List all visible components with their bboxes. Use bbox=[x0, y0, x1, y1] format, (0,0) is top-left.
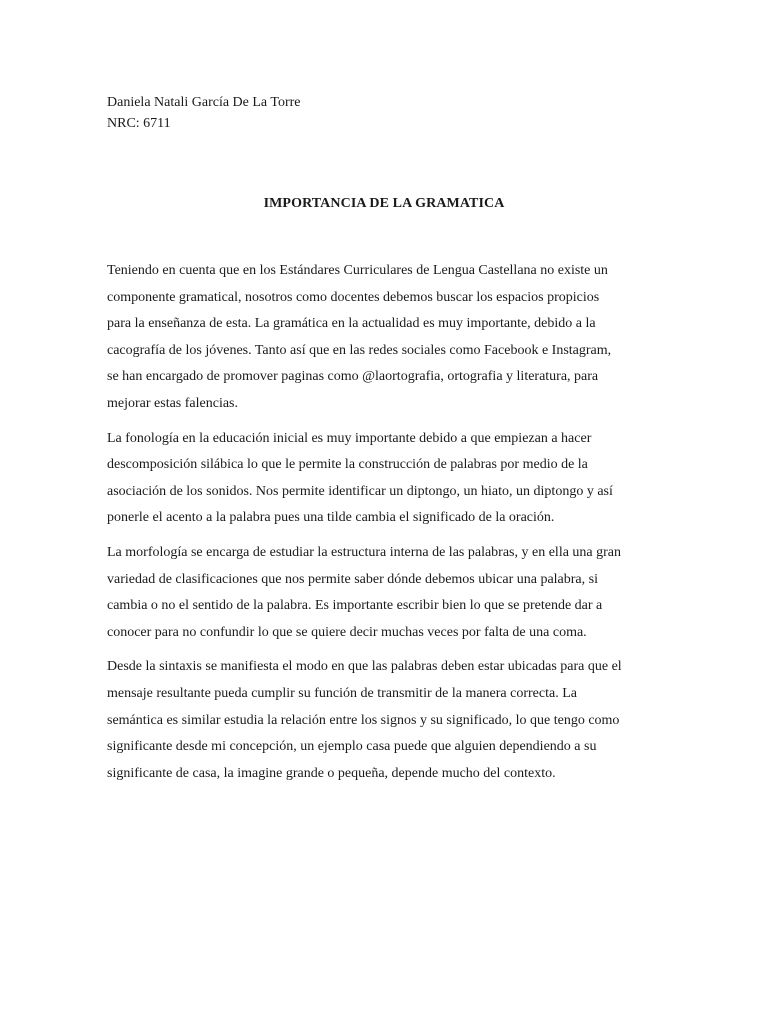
paragraph-line: asociación de los sonidos. Nos permite identificar un diptongo, un hiato, un diptongo y así bbox=[107, 483, 613, 499]
paragraph bbox=[107, 426, 667, 532]
paragraph-line: componente gramatical, nosotros como docentes debemos buscar los espacios propicios bbox=[107, 289, 600, 305]
paragraph-line: cambia o no el sentido de la palabra. Es importante escribir bien lo que se pretende dar a bbox=[107, 598, 603, 614]
paragraph-line: mensaje resultante pueda cumplir su función de transmitir de la manera correcta. La bbox=[107, 685, 577, 701]
paragraph-line: La morfología se encarga de estudiar la estructura interna de las palabras, y en ella una gran bbox=[107, 544, 622, 560]
paragraph-line: conocer para no confundir lo que se quiere decir muchas veces por falta de una coma. bbox=[107, 624, 587, 640]
paragraph-line: Desde la sintaxis se manifiesta el modo en que las palabras deben estar ubicadas para que el bbox=[107, 659, 622, 675]
paragraph-line: para la enseñanza de esta. La gramática en la actualidad es muy importante, debido a la bbox=[107, 316, 596, 332]
paragraph-line: Teniendo en cuenta que en los Estándares Curriculares de Lengua Castellana no existe un bbox=[107, 263, 608, 278]
paragraph-line: se han encargado de promover paginas como @laortografia, ortografia y literatura, para bbox=[107, 369, 599, 385]
paragraph-line: significante de casa, la imagine grande o pequeña, depende mucho del contexto. bbox=[107, 765, 556, 781]
paragraph-line: La fonología en la educación inicial es muy importante debido a que empiezan a hacer bbox=[107, 430, 592, 446]
paragraph-line: mejorar estas falencias. bbox=[107, 395, 238, 411]
paragraph bbox=[107, 540, 667, 646]
paragraph-line: variedad de clasificaciones que nos permite saber dónde debemos ubicar una palabra, si bbox=[107, 571, 598, 587]
document-body bbox=[107, 258, 667, 795]
paragraph-line: cacografía de los jóvenes. Tanto así que en las redes sociales como Facebook e Instagram, bbox=[107, 342, 612, 358]
paragraph-line: significante desde mi concepción, un ejemplo casa puede que alguien dependiendo a su bbox=[107, 739, 597, 755]
document-title: IMPORTANCIA DE LA GRAMATICA bbox=[263, 196, 505, 211]
paragraph-line: descomposición silábica lo que le permite la construcción de palabras por medio de la bbox=[107, 457, 588, 473]
paragraph bbox=[107, 654, 667, 787]
paragraph bbox=[107, 258, 667, 418]
paragraph-line: semántica es similar estudia la relación entre los signos y su significado, lo que tengo como bbox=[107, 712, 620, 728]
nrc-code: NRC: 6711 bbox=[107, 116, 171, 131]
document-header bbox=[107, 92, 301, 134]
author-name: Daniela Natali García De La Torre bbox=[107, 95, 301, 110]
paragraph-line: ponerle el acento a la palabra pues una tilde cambia el significado de la oración. bbox=[107, 510, 555, 526]
